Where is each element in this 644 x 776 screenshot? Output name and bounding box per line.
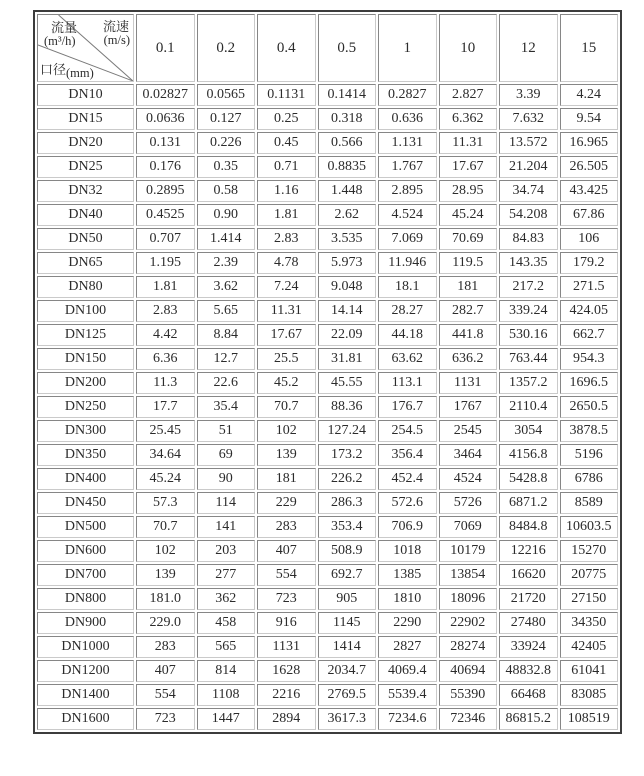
flow-value-cell: 226.2 <box>318 468 377 490</box>
flow-value-cell: 66468 <box>499 684 558 706</box>
flow-value-cell: 45.55 <box>318 372 377 394</box>
flow-value-cell: 69 <box>197 444 256 466</box>
table-row <box>37 372 618 394</box>
diameter-cell: DN900 <box>37 612 134 634</box>
flow-value-cell: 1.414 <box>197 228 256 250</box>
flow-value-cell: 15270 <box>560 540 619 562</box>
diameter-cell: DN50 <box>37 228 134 250</box>
flow-value-cell: 554 <box>136 684 195 706</box>
flow-value-cell: 14.14 <box>318 300 377 322</box>
flow-value-cell: 1.448 <box>318 180 377 202</box>
diameter-cell: DN32 <box>37 180 134 202</box>
flow-value-cell: 176.7 <box>378 396 437 418</box>
flow-value-cell: 0.636 <box>378 108 437 130</box>
flow-rate-table <box>33 10 622 734</box>
flow-value-cell: 0.1414 <box>318 84 377 106</box>
flow-value-cell: 723 <box>257 588 316 610</box>
flow-value-cell: 0.176 <box>136 156 195 178</box>
diameter-cell: DN1200 <box>37 660 134 682</box>
flow-value-cell: 2.83 <box>257 228 316 250</box>
flow-value-cell: 1447 <box>197 708 256 730</box>
flow-value-cell: 905 <box>318 588 377 610</box>
flow-value-cell: 0.226 <box>197 132 256 154</box>
flow-value-cell: 102 <box>257 420 316 442</box>
diameter-cell: DN40 <box>37 204 134 226</box>
flow-value-cell: 283 <box>257 516 316 538</box>
flow-value-cell: 286.3 <box>318 492 377 514</box>
flow-value-cell: 9.54 <box>560 108 619 130</box>
flow-value-cell: 86815.2 <box>499 708 558 730</box>
flow-value-cell: 139 <box>257 444 316 466</box>
flow-value-cell: 31.81 <box>318 348 377 370</box>
flow-value-cell: 2545 <box>439 420 498 442</box>
flow-value-cell: 90 <box>197 468 256 490</box>
table-row <box>37 84 618 106</box>
flow-value-cell: 6.36 <box>136 348 195 370</box>
flow-value-cell: 662.7 <box>560 324 619 346</box>
table-row <box>37 276 618 298</box>
flow-value-cell: 70.69 <box>439 228 498 250</box>
flow-value-cell: 0.318 <box>318 108 377 130</box>
flow-value-cell: 55390 <box>439 684 498 706</box>
flow-value-cell: 7.632 <box>499 108 558 130</box>
diameter-cell: DN1600 <box>37 708 134 730</box>
table-row <box>37 204 618 226</box>
flow-value-cell: 114 <box>197 492 256 514</box>
velocity-header-cell: 0.2 <box>197 14 256 82</box>
flow-value-cell: 5.65 <box>197 300 256 322</box>
flow-value-cell: 706.9 <box>378 516 437 538</box>
flow-value-cell: 43.425 <box>560 180 619 202</box>
table-row <box>37 132 618 154</box>
flow-value-cell: 407 <box>257 540 316 562</box>
flow-value-cell: 7069 <box>439 516 498 538</box>
flow-value-cell: 4524 <box>439 468 498 490</box>
diameter-cell: DN200 <box>37 372 134 394</box>
flow-value-cell: 1.81 <box>136 276 195 298</box>
flow-value-cell: 34.64 <box>136 444 195 466</box>
flow-value-cell: 362 <box>197 588 256 610</box>
flow-value-cell: 2110.4 <box>499 396 558 418</box>
flow-value-cell: 0.707 <box>136 228 195 250</box>
flow-value-cell: 3.39 <box>499 84 558 106</box>
flow-value-cell: 282.7 <box>439 300 498 322</box>
flow-value-cell: 2827 <box>378 636 437 658</box>
flow-value-cell: 4.24 <box>560 84 619 106</box>
table-row <box>37 708 618 730</box>
table-row <box>37 636 618 658</box>
flow-value-cell: 2034.7 <box>318 660 377 682</box>
flow-value-cell: 127.24 <box>318 420 377 442</box>
flow-value-cell: 57.3 <box>136 492 195 514</box>
flow-value-cell: 0.45 <box>257 132 316 154</box>
flow-value-cell: 1145 <box>318 612 377 634</box>
flow-value-cell: 203 <box>197 540 256 562</box>
flow-value-cell: 530.16 <box>499 324 558 346</box>
diameter-cell: DN350 <box>37 444 134 466</box>
flow-value-cell: 6.362 <box>439 108 498 130</box>
velocity-header-cell: 15 <box>560 14 619 82</box>
flow-value-cell: 1696.5 <box>560 372 619 394</box>
flow-value-cell: 102 <box>136 540 195 562</box>
flow-value-cell: 452.4 <box>378 468 437 490</box>
flow-value-cell: 0.58 <box>197 180 256 202</box>
diameter-cell: DN80 <box>37 276 134 298</box>
diameter-cell: DN250 <box>37 396 134 418</box>
flow-value-cell: 18.1 <box>378 276 437 298</box>
diameter-cell: DN400 <box>37 468 134 490</box>
flow-value-cell: 63.62 <box>378 348 437 370</box>
flow-value-cell: 0.566 <box>318 132 377 154</box>
table-row <box>37 612 618 634</box>
flow-value-cell: 2.895 <box>378 180 437 202</box>
flow-value-cell: 42405 <box>560 636 619 658</box>
diameter-cell: DN1000 <box>37 636 134 658</box>
flow-value-cell: 2.83 <box>136 300 195 322</box>
flow-value-cell: 5.973 <box>318 252 377 274</box>
flow-value-cell: 554 <box>257 564 316 586</box>
table-row <box>37 444 618 466</box>
flow-value-cell: 407 <box>136 660 195 682</box>
flow-value-cell: 11.31 <box>257 300 316 322</box>
flow-value-cell: 2894 <box>257 708 316 730</box>
flow-value-cell: 1.195 <box>136 252 195 274</box>
flow-value-cell: 5539.4 <box>378 684 437 706</box>
flow-value-cell: 70.7 <box>136 516 195 538</box>
flow-value-cell: 229.0 <box>136 612 195 634</box>
flow-value-cell: 17.67 <box>439 156 498 178</box>
flow-value-cell: 25.5 <box>257 348 316 370</box>
table-row <box>37 324 618 346</box>
flow-value-cell: 143.35 <box>499 252 558 274</box>
velocity-header-cell: 12 <box>499 14 558 82</box>
table-row <box>37 420 618 442</box>
diameter-cell: DN450 <box>37 492 134 514</box>
flow-value-cell: 572.6 <box>378 492 437 514</box>
table-row <box>37 396 618 418</box>
flow-value-cell: 1108 <box>197 684 256 706</box>
diameter-cell: DN150 <box>37 348 134 370</box>
diameter-cell: DN800 <box>37 588 134 610</box>
flow-value-cell: 692.7 <box>318 564 377 586</box>
velocity-header-cell: 0.4 <box>257 14 316 82</box>
flow-value-cell: 10179 <box>439 540 498 562</box>
flow-value-cell: 424.05 <box>560 300 619 322</box>
flow-value-cell: 113.1 <box>378 372 437 394</box>
flow-value-cell: 16.965 <box>560 132 619 154</box>
flow-value-cell: 7.24 <box>257 276 316 298</box>
flow-value-cell: 45.24 <box>136 468 195 490</box>
flow-value-cell: 916 <box>257 612 316 634</box>
flow-value-cell: 21720 <box>499 588 558 610</box>
table-row <box>37 492 618 514</box>
flow-value-cell: 229 <box>257 492 316 514</box>
diameter-cell: DN500 <box>37 516 134 538</box>
flow-value-cell: 2769.5 <box>318 684 377 706</box>
flow-value-cell: 106 <box>560 228 619 250</box>
flow-value-cell: 88.36 <box>318 396 377 418</box>
flow-value-cell: 6871.2 <box>499 492 558 514</box>
corner-velocity-label: 流速 <box>102 19 129 34</box>
flow-value-cell: 356.4 <box>378 444 437 466</box>
flow-value-cell: 565 <box>197 636 256 658</box>
diameter-cell: DN700 <box>37 564 134 586</box>
velocity-header-cell: 0.5 <box>318 14 377 82</box>
flow-value-cell: 283 <box>136 636 195 658</box>
flow-value-cell: 27480 <box>499 612 558 634</box>
flow-value-cell: 70.7 <box>257 396 316 418</box>
diameter-cell: DN100 <box>37 300 134 322</box>
flow-value-cell: 1.16 <box>257 180 316 202</box>
table-row <box>37 564 618 586</box>
flow-value-cell: 0.1131 <box>257 84 316 106</box>
flow-value-cell: 254.5 <box>378 420 437 442</box>
velocity-header-cell: 1 <box>378 14 437 82</box>
flow-value-cell: 1131 <box>439 372 498 394</box>
flow-value-cell: 2.62 <box>318 204 377 226</box>
flow-value-cell: 17.67 <box>257 324 316 346</box>
flow-value-cell: 0.0565 <box>197 84 256 106</box>
flow-value-cell: 508.9 <box>318 540 377 562</box>
flow-value-cell: 3.62 <box>197 276 256 298</box>
diameter-cell: DN65 <box>37 252 134 274</box>
flow-value-cell: 5428.8 <box>499 468 558 490</box>
flow-value-cell: 33924 <box>499 636 558 658</box>
flow-value-cell: 26.505 <box>560 156 619 178</box>
flow-value-cell: 339.24 <box>499 300 558 322</box>
flow-value-cell: 0.131 <box>136 132 195 154</box>
flow-value-cell: 1131 <box>257 636 316 658</box>
flow-value-cell: 25.45 <box>136 420 195 442</box>
flow-value-cell: 141 <box>197 516 256 538</box>
diameter-cell: DN25 <box>37 156 134 178</box>
flow-value-cell: 2.827 <box>439 84 498 106</box>
diameter-cell: DN600 <box>37 540 134 562</box>
flow-value-cell: 16620 <box>499 564 558 586</box>
table-row <box>37 540 618 562</box>
flow-value-cell: 217.2 <box>499 276 558 298</box>
flow-value-cell: 1628 <box>257 660 316 682</box>
flow-value-cell: 814 <box>197 660 256 682</box>
flow-value-cell: 1810 <box>378 588 437 610</box>
flow-value-cell: 28.27 <box>378 300 437 322</box>
flow-value-cell: 0.127 <box>197 108 256 130</box>
table-row <box>37 660 618 682</box>
flow-value-cell: 763.44 <box>499 348 558 370</box>
flow-value-cell: 4156.8 <box>499 444 558 466</box>
flow-value-cell: 20775 <box>560 564 619 586</box>
flow-value-cell: 18096 <box>439 588 498 610</box>
flow-value-cell: 8484.8 <box>499 516 558 538</box>
flow-value-cell: 0.8835 <box>318 156 377 178</box>
flow-value-cell: 1.131 <box>378 132 437 154</box>
flow-value-cell: 7.069 <box>378 228 437 250</box>
flow-value-cell: 7234.6 <box>378 708 437 730</box>
flow-value-cell: 0.25 <box>257 108 316 130</box>
table-row <box>37 228 618 250</box>
flow-value-cell: 1018 <box>378 540 437 562</box>
flow-value-cell: 353.4 <box>318 516 377 538</box>
flow-value-cell: 83085 <box>560 684 619 706</box>
flow-value-cell: 108519 <box>560 708 619 730</box>
flow-value-cell: 3.535 <box>318 228 377 250</box>
flow-value-cell: 181.0 <box>136 588 195 610</box>
flow-value-cell: 2650.5 <box>560 396 619 418</box>
diameter-cell: DN125 <box>37 324 134 346</box>
flow-value-cell: 1357.2 <box>499 372 558 394</box>
velocity-header-cell: 10 <box>439 14 498 82</box>
flow-value-cell: 10603.5 <box>560 516 619 538</box>
flow-value-cell: 84.83 <box>499 228 558 250</box>
flow-value-cell: 28.95 <box>439 180 498 202</box>
table-row <box>37 156 618 178</box>
flow-value-cell: 0.02827 <box>136 84 195 106</box>
flow-value-cell: 67.86 <box>560 204 619 226</box>
flow-value-cell: 441.8 <box>439 324 498 346</box>
flow-value-cell: 0.0636 <box>136 108 195 130</box>
flow-value-cell: 723 <box>136 708 195 730</box>
flow-value-cell: 5196 <box>560 444 619 466</box>
flow-value-cell: 45.24 <box>439 204 498 226</box>
flow-value-cell: 13854 <box>439 564 498 586</box>
flow-value-cell: 173.2 <box>318 444 377 466</box>
flow-value-cell: 9.048 <box>318 276 377 298</box>
flow-value-cell: 1.767 <box>378 156 437 178</box>
flow-value-cell: 12216 <box>499 540 558 562</box>
flow-value-cell: 181 <box>257 468 316 490</box>
flow-value-cell: 45.2 <box>257 372 316 394</box>
flow-value-cell: 27150 <box>560 588 619 610</box>
diameter-cell: DN20 <box>37 132 134 154</box>
corner-wrap <box>38 15 133 81</box>
flow-value-cell: 4.524 <box>378 204 437 226</box>
flow-value-cell: 0.2895 <box>136 180 195 202</box>
flow-value-cell: 139 <box>136 564 195 586</box>
flow-value-cell: 119.5 <box>439 252 498 274</box>
table-row <box>37 180 618 202</box>
flow-value-cell: 0.2827 <box>378 84 437 106</box>
flow-value-cell: 2.39 <box>197 252 256 274</box>
flow-value-cell: 12.7 <box>197 348 256 370</box>
flow-value-cell: 11.946 <box>378 252 437 274</box>
flow-value-cell: 11.31 <box>439 132 498 154</box>
flow-value-cell: 2290 <box>378 612 437 634</box>
flow-value-cell: 636.2 <box>439 348 498 370</box>
flow-value-cell: 48832.8 <box>499 660 558 682</box>
flow-value-cell: 72346 <box>439 708 498 730</box>
flow-value-cell: 3054 <box>499 420 558 442</box>
flow-value-cell: 1385 <box>378 564 437 586</box>
flow-value-cell: 3617.3 <box>318 708 377 730</box>
velocity-header-cell: 0.1 <box>136 14 195 82</box>
flow-value-cell: 4.78 <box>257 252 316 274</box>
flow-value-cell: 22902 <box>439 612 498 634</box>
flow-value-cell: 22.09 <box>318 324 377 346</box>
flow-value-cell: 3878.5 <box>560 420 619 442</box>
corner-diameter-unit: (mm) <box>66 66 94 80</box>
flow-value-cell: 0.90 <box>197 204 256 226</box>
table-row <box>37 588 618 610</box>
diameter-cell: DN1400 <box>37 684 134 706</box>
flow-value-cell: 277 <box>197 564 256 586</box>
flow-value-cell: 17.7 <box>136 396 195 418</box>
table-row <box>37 108 618 130</box>
flow-value-cell: 35.4 <box>197 396 256 418</box>
flow-value-cell: 51 <box>197 420 256 442</box>
flow-value-cell: 22.6 <box>197 372 256 394</box>
flow-value-cell: 40694 <box>439 660 498 682</box>
flow-value-cell: 21.204 <box>499 156 558 178</box>
flow-value-cell: 458 <box>197 612 256 634</box>
flow-value-cell: 3464 <box>439 444 498 466</box>
flow-value-cell: 1414 <box>318 636 377 658</box>
table-row <box>37 300 618 322</box>
flow-value-cell: 1767 <box>439 396 498 418</box>
flow-value-cell: 13.572 <box>499 132 558 154</box>
flow-value-cell: 34350 <box>560 612 619 634</box>
corner-flow-unit: (m³/h) <box>44 34 76 48</box>
header-row <box>37 14 618 82</box>
flow-value-cell: 179.2 <box>560 252 619 274</box>
flow-value-cell: 34.74 <box>499 180 558 202</box>
diameter-cell: DN10 <box>37 84 134 106</box>
flow-value-cell: 61041 <box>560 660 619 682</box>
flow-value-cell: 5726 <box>439 492 498 514</box>
corner-flow-label: 流量 <box>51 20 78 35</box>
flow-value-cell: 0.4525 <box>136 204 195 226</box>
table-body <box>37 84 618 730</box>
corner-diameter-label: 口径(mm) <box>40 62 94 80</box>
flow-value-cell: 0.35 <box>197 156 256 178</box>
table-row <box>37 468 618 490</box>
flow-value-cell: 954.3 <box>560 348 619 370</box>
diameter-cell: DN15 <box>37 108 134 130</box>
flow-value-cell: 28274 <box>439 636 498 658</box>
table-row <box>37 348 618 370</box>
flow-value-cell: 181 <box>439 276 498 298</box>
flow-value-cell: 54.208 <box>499 204 558 226</box>
flow-value-cell: 6786 <box>560 468 619 490</box>
flow-value-cell: 4069.4 <box>378 660 437 682</box>
diameter-cell: DN300 <box>37 420 134 442</box>
flow-value-cell: 8.84 <box>197 324 256 346</box>
flow-value-cell: 0.71 <box>257 156 316 178</box>
corner-velocity-unit: (m/s) <box>103 33 130 47</box>
corner-header-cell <box>37 14 134 82</box>
flow-value-cell: 4.42 <box>136 324 195 346</box>
table-row <box>37 252 618 274</box>
table-row <box>37 684 618 706</box>
flow-value-cell: 1.81 <box>257 204 316 226</box>
flow-value-cell: 271.5 <box>560 276 619 298</box>
flow-value-cell: 8589 <box>560 492 619 514</box>
flow-value-cell: 2216 <box>257 684 316 706</box>
table-row <box>37 516 618 538</box>
flow-value-cell: 11.3 <box>136 372 195 394</box>
flow-value-cell: 44.18 <box>378 324 437 346</box>
